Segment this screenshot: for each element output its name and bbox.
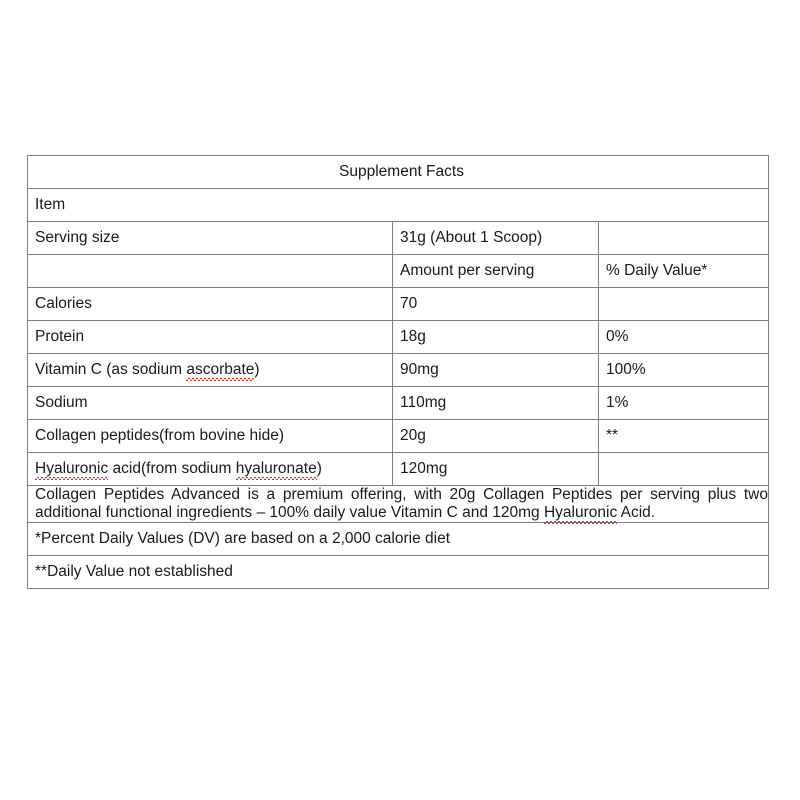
- nutrient-name-sodium: Sodium: [28, 387, 393, 420]
- nutrient-daily-value-protein: 0%: [599, 321, 769, 354]
- nutrient-amount-calories: 70: [393, 288, 599, 321]
- column-header-item: Item: [28, 189, 769, 222]
- nutrient-name-vitamin-c: [28, 354, 393, 387]
- nutrient-name-hyaluronic-acid: [28, 453, 393, 486]
- table-row-title: [28, 156, 769, 189]
- nutrient-amount-collagen-peptides: 20g: [393, 420, 599, 453]
- nutrient-daily-value-calories: [599, 288, 769, 321]
- spellcheck-word-ascorbate: ascorbate: [186, 361, 255, 379]
- table-row: [28, 453, 769, 486]
- footnote-percent-daily-values: *Percent Daily Values (DV) are based on a 2,000 calorie diet: [28, 522, 769, 555]
- table-row-footnote: [28, 555, 769, 588]
- supplement-facts-title-cell: [28, 156, 769, 189]
- column-header-percent-daily-value: % Daily Value*: [599, 255, 769, 288]
- nutrient-name-vitamin-c-suffix: ): [254, 361, 260, 379]
- table-row-serving-size: [28, 222, 769, 255]
- nutrient-daily-value-sodium: 1%: [599, 387, 769, 420]
- nutrient-name-hyaluronic-acid-suffix: ): [316, 460, 322, 478]
- serving-size-label: Serving size: [28, 222, 393, 255]
- table-row: [28, 420, 769, 453]
- column-header-blank: [28, 255, 393, 288]
- serving-size-daily-value: [599, 222, 769, 255]
- supplement-facts-table: [27, 155, 769, 589]
- spellcheck-word-hyaluronic-description: Hyaluronic: [543, 503, 618, 521]
- table-row-description: [28, 486, 769, 523]
- table-row: [28, 321, 769, 354]
- nutrient-daily-value-vitamin-c: 100%: [599, 354, 769, 387]
- nutrient-amount-protein: 18g: [393, 321, 599, 354]
- product-description: [28, 486, 769, 523]
- nutrient-amount-sodium: 110mg: [393, 387, 599, 420]
- nutrient-name-calories: Calories: [28, 288, 393, 321]
- table-row: [28, 354, 769, 387]
- nutrient-name-protein: Protein: [28, 321, 393, 354]
- table-row: [28, 387, 769, 420]
- nutrient-daily-value-hyaluronic-acid: [599, 453, 769, 486]
- nutrient-amount-vitamin-c: 90mg: [393, 354, 599, 387]
- product-description-part2: Acid.: [617, 503, 656, 521]
- footnote-daily-value-not-established: **Daily Value not established: [28, 555, 769, 588]
- table-row-footnote: [28, 522, 769, 555]
- spellcheck-word-hyaluronic: Hyaluronic: [35, 460, 109, 478]
- table-row-column-headers: [28, 255, 769, 288]
- nutrient-name-hyaluronic-acid-middle: acid(from sodium: [108, 460, 236, 478]
- nutrient-name-vitamin-c-prefix: Vitamin C (as sodium: [35, 361, 187, 379]
- nutrient-name-collagen-peptides: Collagen peptides(from bovine hide): [28, 420, 393, 453]
- serving-size-value: 31g (About 1 Scoop): [393, 222, 599, 255]
- page-title: Supplement Facts: [339, 163, 464, 181]
- table-row: [28, 288, 769, 321]
- spellcheck-word-hyaluronate: hyaluronate: [235, 460, 317, 478]
- nutrient-amount-hyaluronic-acid: 120mg: [393, 453, 599, 486]
- table-row-item-header: [28, 189, 769, 222]
- nutrient-daily-value-collagen-peptides: **: [599, 420, 769, 453]
- column-header-amount-per-serving: Amount per serving: [393, 255, 599, 288]
- product-description-part1: Collagen Peptides Advanced is a premium offering, with 20g Collagen Peptides per serving plus two additional functional ingredients – 100% daily value Vitamin C and 120mg: [35, 486, 768, 521]
